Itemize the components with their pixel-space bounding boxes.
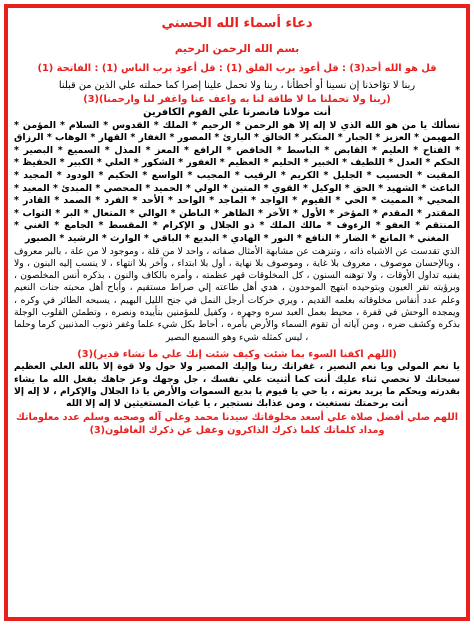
closing-paragraph: يا نعم المولي ويا نعم النصير ، غفرانك ربنا وإليك المصير ولا حول ولا قوة إلا بالله العلي العظيم سبحانك لا نحصي ثناء عليك أنت كما أثنيت علي نفسك ، جل وجهك وعز جاهك يفعل الله ما يشاء بقدرته ويحكم ما يريد بعزته ، يا حي يا قيوم يا بديع السموات والأرض يا ذا الجلال والإكرام ، لا إله إلا أنت برحمتك نستغيث ، ومن عذابك نستجير ، يا غياث المستغيثين لا إله إلا الله — [14, 361, 460, 410]
basmala: بسم الله الرحمن الرحيم — [174, 43, 300, 55]
praise-paragraph: الذي تقدست عن الاشباه ذاته ، وتنزهت عن مشابهة الأمثال صفاته ، واحد لا من قلة ، وموجود لا من علة ، بالبر معروف ، وبالإحسان موصوف ، معروف بلا غاية ، وموصوف بلا نهاية ، أول بلا ابتداء ، وآخر بلا انتهاء ، لا ينسب إليه البنون ، ولا يفنيه تداول الأوقات ، ولا توهنه السنون ، كل المخلوقات قهر عظمته ، وأمره بالكاف والنون ، بذكره أنس المخلصون ، وبرؤيته تقر العيون وبتوحيده ابتهج الموحدون ، هدي أهل طاعته إلي صراط مستقيم ، وأباح أهل محبته جنات النعيم وعلم عدد أنفاس مخلوقاته بعلمه القديم ، ويري حركات أرجل النمل في جنح الليل البهيم ، يسبحه الطائر في وكره ، ويمجده الوحش في قفرة ، محيط بعمل العبد سره وجهره ، وكفيل للمؤمنين بتأييده ونصره ، وتطمئن القلوب الوجلة بذكره وكشف ضره ، ومن آياته أن تقوم السماء والأرض بأمره ، أحاط بكل شيء علما وغفر ذنوب المذنبين كرما وحلما ، ليس كمثله شيء وهو السميع البصير — [14, 245, 460, 343]
surahs-line: قل هو الله أحد(3) : قل أعوذ برب الفلق (1) : قل أعوذ برب الناس (1) : الفاتحة (1) — [37, 63, 437, 74]
opening-dua-red: (ربنا ولا تحملنا ما لا طاقة لنا به واعف عنا واغفر لنا وارحمنا)(3) — [83, 93, 391, 105]
red-dua-2: (اللهم اكفنا السوء بما شئت وكيف شئت إنك علي ما تشاء قدير)(3) — [77, 348, 397, 360]
names-paragraph: نسألك يا من هو الله الذي لا إله إلا هو الرحمن * الرحيم * الملك * القدوس * السلام * المؤمن * المهيمن * العزيز * الجبار * المتكبر * الخالق * البارئ * المصور * الغفار * القهار * الوهاب * الرزاق * الفتاح * العليم * القابض * الباسط * الخافض * الرافع * المعز * المذل * السميع * البصير * الحكم * العدل * اللطيف * الخبير * الحليم * العظيم * الغفور * الشكور * العلي * الكبير * الحفيظ * المقيت * الحسيب * الجليل * الكريم * الرقيب * المجيب * الواسع * الحكيم * الودود * المجيد * الباعث * الشهيد * الحق * الوكيل * القوي * المتين * الولي * الحميد * المحصي * المبدئ * المعيد * المحيي * المميت * الحي * القيوم * الواجد * الماجد * الواحد * الأحد * الفرد * الصمد * القادر * المقتدر * المقدم * المؤخر * الأول * الآخر * الظاهر * الباطن * الوالي * المتعال * البر * التواب * المنتقم * العفو * الرءوف * مالك الملك * ذو الجلال و الإكرام * المقسط * الجامع * الغني * المغني * المانع * الضار * النافع * النور * الهادي * البديع * الباقي * الوارث * الرشيد * الصبور — [14, 119, 460, 244]
salawat: اللهم صلي أفضل صلاة علي أسعد مخلوقاتك سيدنا محمد وعلي آله وصحبه وسلم عدد معلوماتك ومداد كلماتك كلما ذكرك الذاكرون وغفل عن ذكرك الغافلون(3) — [15, 411, 459, 436]
document-body — [14, 12, 460, 613]
maulana-line: أنت مولانا فانصرنا علي القوم الكافرين — [143, 107, 331, 119]
opening-dua: ربنا لا تؤاخذنا إن نسينا أو أخطأنا ، ربنا ولا تحمل علينا إصرا كما حملته علي الذين من قبلنا — [58, 80, 416, 92]
page-title: دعاء أسماء الله الحسني — [161, 16, 313, 31]
